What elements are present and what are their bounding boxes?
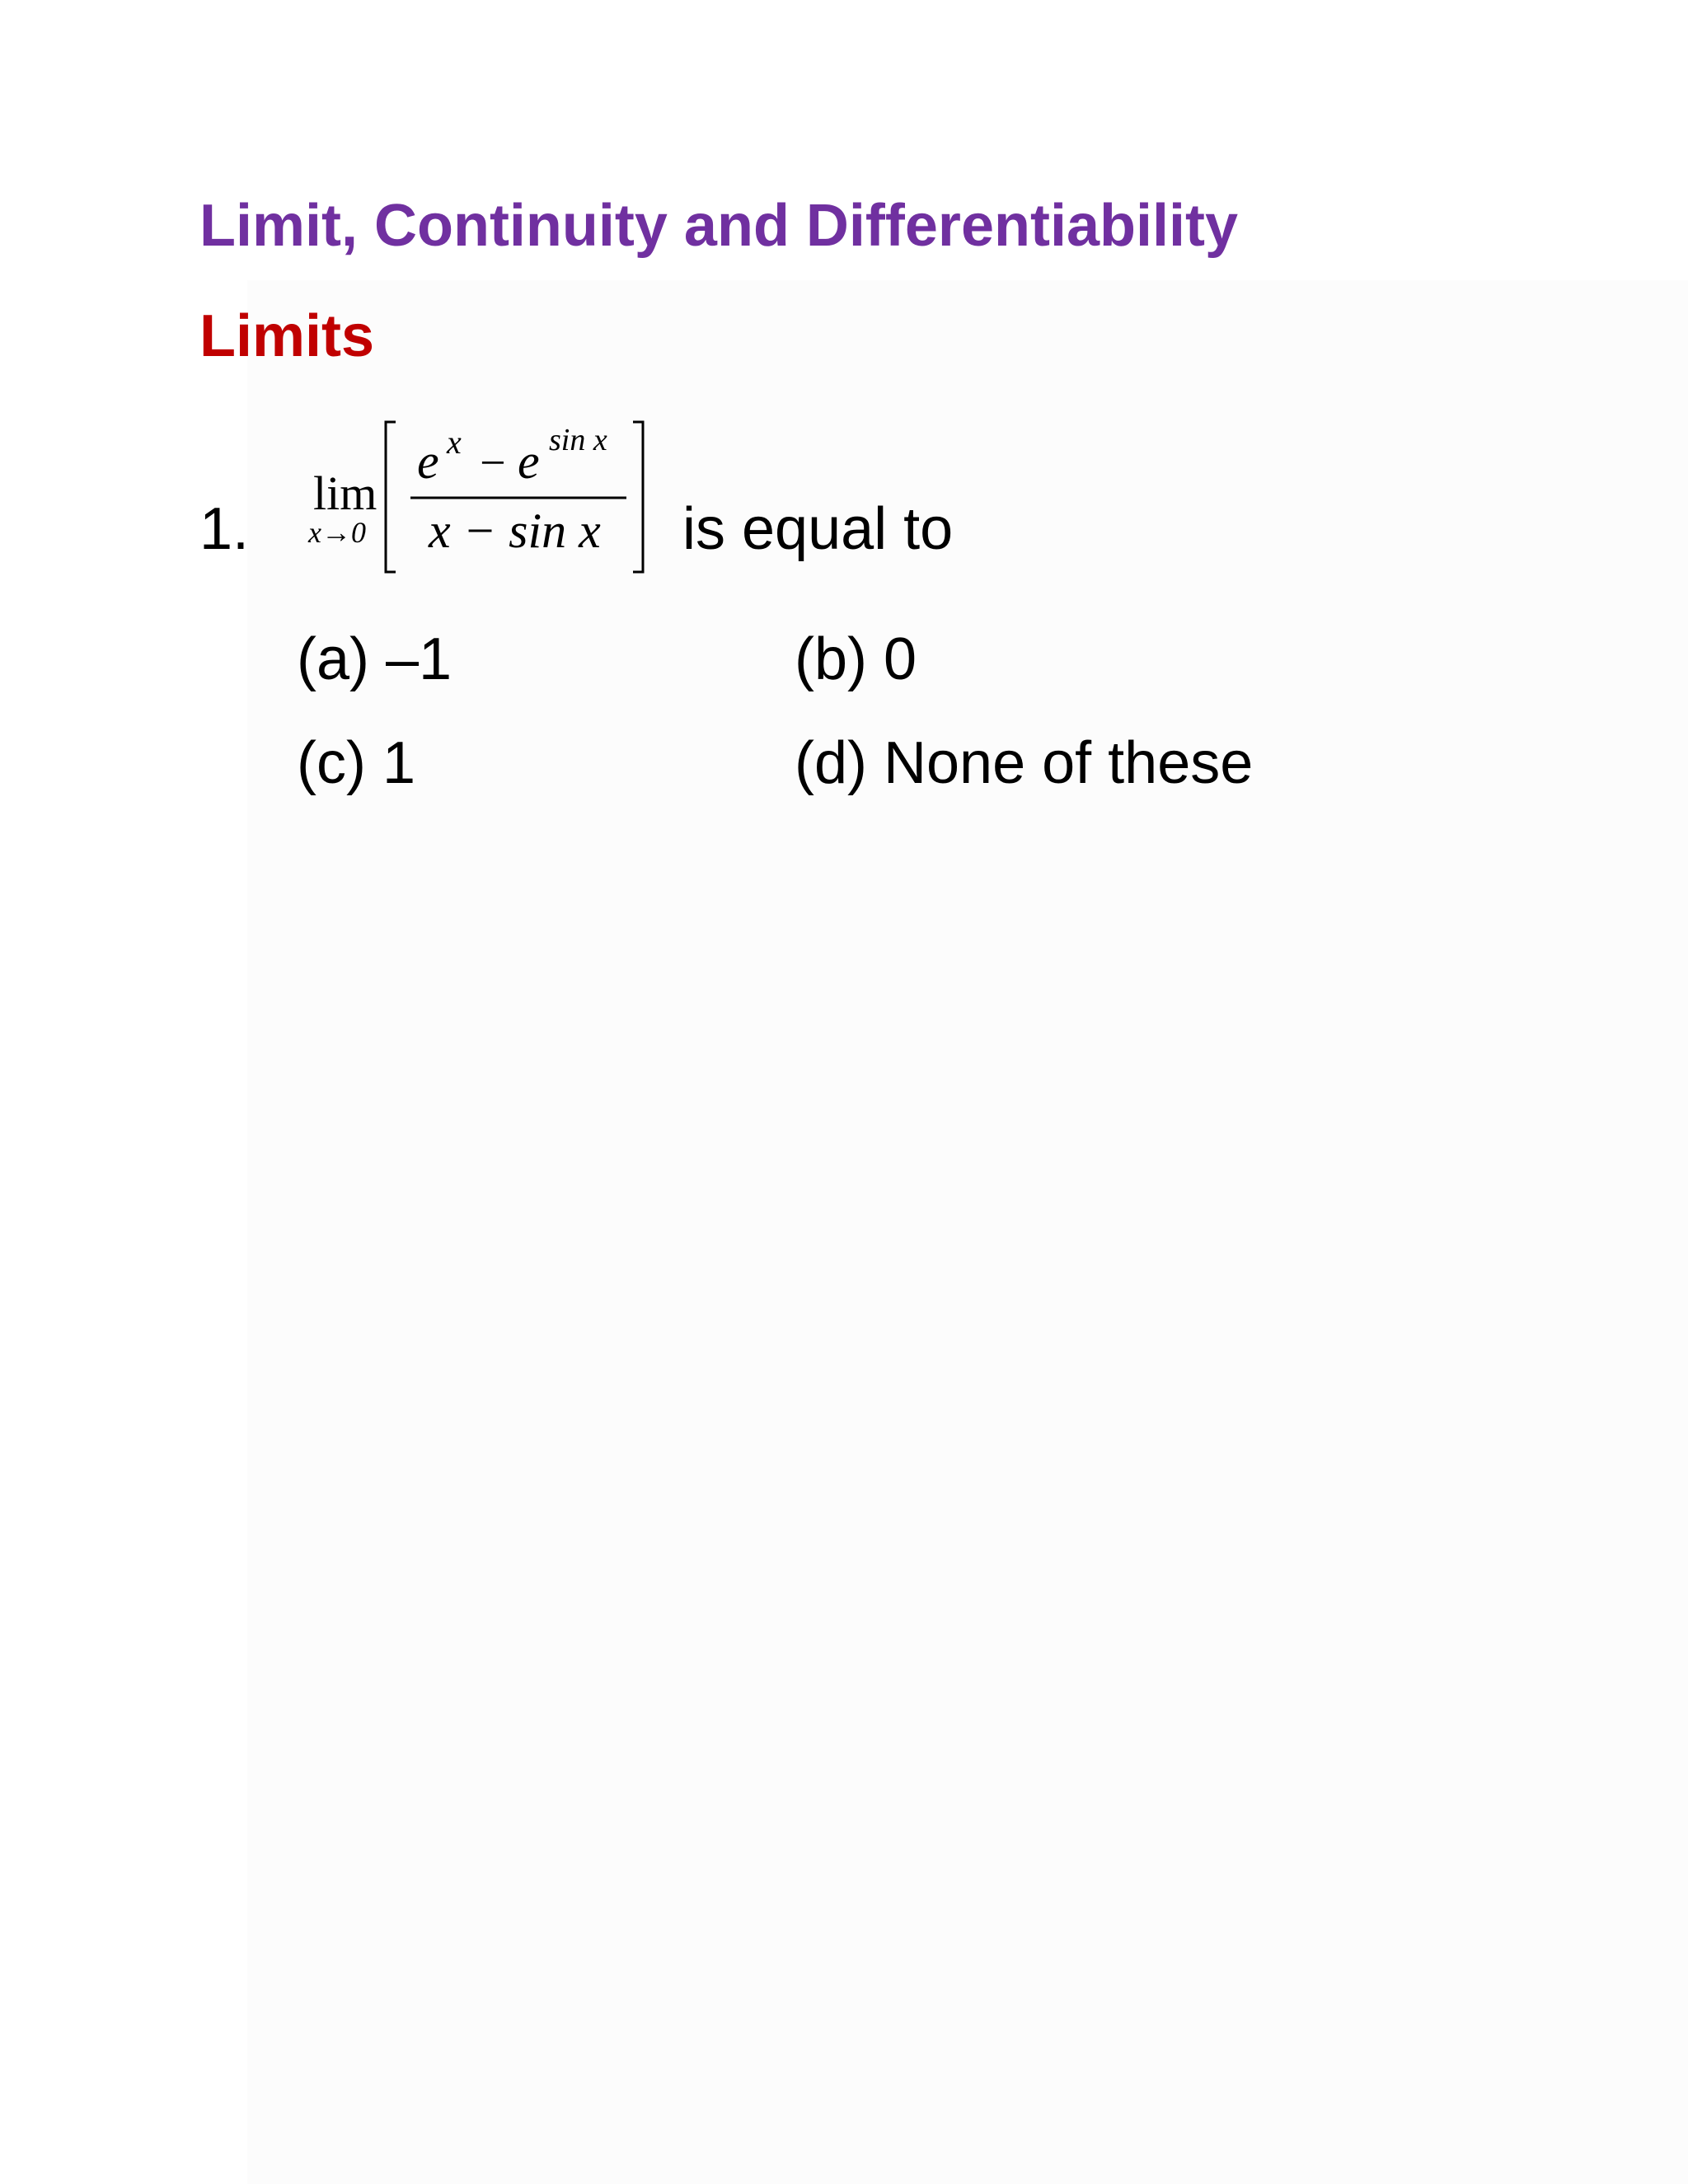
numerator-minus: − [480, 438, 506, 489]
left-bracket [386, 422, 396, 572]
limit-expression [297, 412, 659, 577]
option-b: (b) 0 [795, 626, 917, 692]
option-a: (a) –1 [297, 626, 452, 692]
question-text: is equal to [682, 496, 954, 562]
page-title: Limit, Continuity and Differentiability [199, 193, 1238, 259]
numerator-exponent-1: x [447, 424, 462, 461]
question-number: 1. [199, 496, 250, 562]
numerator-exponent-2: sin x [549, 423, 607, 457]
numerator-base-2: e [518, 434, 540, 489]
option-c: (c) 1 [297, 730, 415, 796]
denominator: x − sin x [429, 504, 601, 558]
limit-subscript: x→0 [308, 516, 366, 549]
limit-word: lim [313, 466, 377, 520]
option-d: (d) None of these [795, 730, 1254, 796]
numerator-base-1: e [417, 434, 439, 489]
right-bracket [633, 422, 643, 572]
section-heading: Limits [199, 303, 375, 369]
